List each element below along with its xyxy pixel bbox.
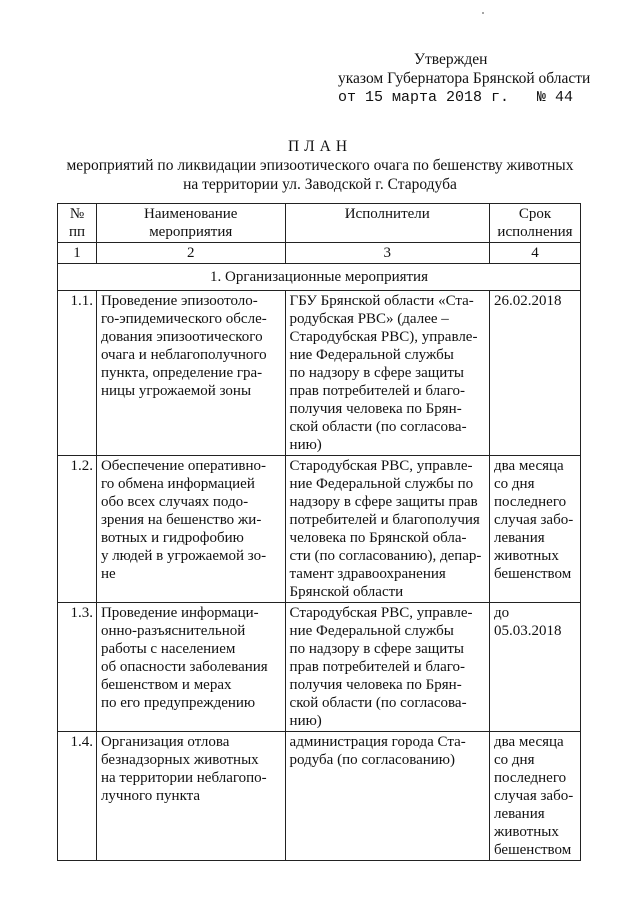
row-executors: ГБУ Брянской области «Ста- родубская РВС» (далее – Стародубская РВС), управле- ние Федеральной службы по надзору в сфере защиты прав потребителей и благо- получия человека по Брян- ской области (по согласова- нию) — [285, 291, 489, 456]
row-name: Проведение эпизоотоло- го-эпидемического обсле- дования эпизоотического очага и неблагополучного пункта, определение гра- ницы угрожаемой зоны — [96, 291, 285, 456]
header-number: № пп — [58, 204, 97, 243]
section-row — [58, 264, 581, 291]
row-deadline: 26.02.2018 — [490, 291, 581, 456]
row-executors: администрация города Ста- родуба (по согласованию) — [285, 732, 489, 861]
row-number: 1.2. — [58, 456, 97, 603]
row-deadline: до 05.03.2018 — [490, 603, 581, 732]
row-number: 1.1. — [58, 291, 97, 456]
approval-line-2: указом Губернатора Брянской области — [338, 70, 591, 87]
row-deadline: два месяца со дня последнего случая забо- левания животных бешенством — [490, 732, 581, 861]
header-executors: Исполнители — [285, 204, 489, 243]
row-name: Проведение информаци- онно-разъяснительной работы с населением об опасности заболевания бешенством и мерах по его предупреждению — [96, 603, 285, 732]
approval-stamp — [338, 50, 590, 107]
approval-line-1: Утвержден — [414, 51, 488, 68]
index-cell: 4 — [490, 243, 581, 264]
approval-number: № 44 — [537, 89, 574, 106]
row-executors: Стародубская РВС, управле- ние Федеральной службы по надзору в сфере защиты прав потребителей и благополучия человека по Брянской обла- сти (по согласованию), депар- тамент здравоохранения Брянской области — [285, 456, 489, 603]
approval-date-line — [338, 88, 590, 107]
row-name: Организация отлова безнадзорных животных на территории неблагопо- лучного пункта — [96, 732, 285, 861]
row-deadline: два месяца со дня последнего случая забо- левания животных бешенством — [490, 456, 581, 603]
header-deadline: Срок исполнения — [490, 204, 581, 243]
table-row — [58, 456, 581, 603]
table-row — [58, 291, 581, 456]
scan-speck — [482, 12, 484, 14]
heading-line-1: мероприятий по ликвидации эпизоотического очага по бешенству животных — [66, 157, 574, 174]
approval-date: от 15 марта 2018 г. — [338, 89, 510, 106]
row-name: Обеспечение оперативно- го обмена информацией обо всех случаях подо- зрения на бешенство жи- вотных и гидрофобию у людей в угрожаемой зо- не — [96, 456, 285, 603]
index-cell: 3 — [285, 243, 489, 264]
header-name: Наименование мероприятия — [96, 204, 285, 243]
row-executors: Стародубская РВС, управле- ние Федеральной службы по надзору в сфере защиты прав потребителей и благо- получия человека по Брян- ской области (по согласова- нию) — [285, 603, 489, 732]
row-number: 1.3. — [58, 603, 97, 732]
row-number: 1.4. — [58, 732, 97, 861]
heading-line-2: на территории ул. Заводской г. Стародуба — [183, 176, 457, 193]
index-cell: 2 — [96, 243, 285, 264]
index-cell: 1 — [58, 243, 97, 264]
table-index-row — [58, 243, 581, 264]
section-title: 1. Организационные мероприятия — [58, 264, 581, 291]
heading-plan: ПЛАН — [287, 138, 353, 155]
table-row — [58, 732, 581, 861]
table-row — [58, 603, 581, 732]
table-header-row — [58, 204, 581, 243]
document-heading — [0, 137, 640, 194]
plan-table — [57, 203, 581, 861]
